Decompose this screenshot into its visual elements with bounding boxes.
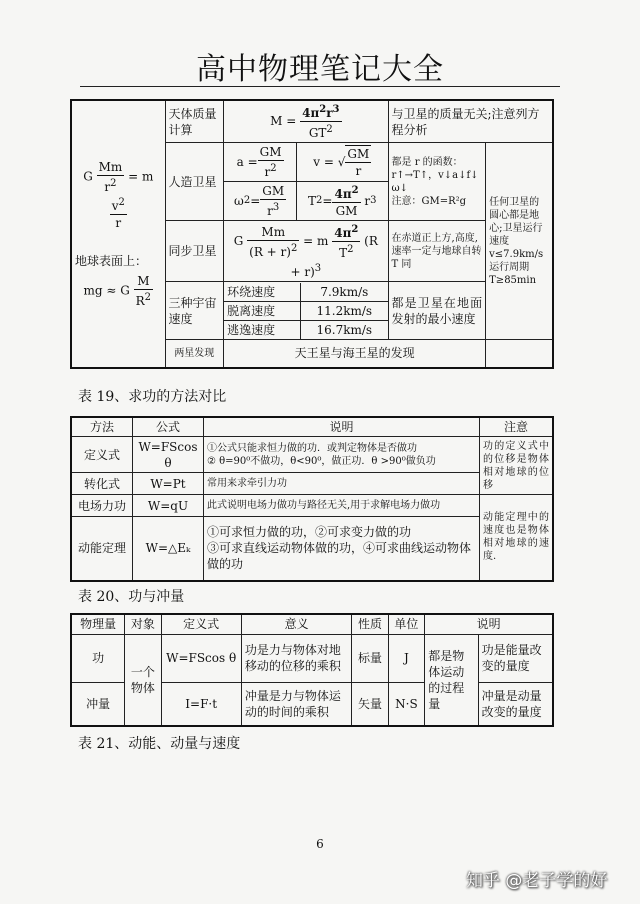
row-label-discovery: 两星发现 <box>165 340 224 368</box>
watermark: 知乎 @老子学的好 <box>466 871 608 891</box>
method-description: ①公式只能求恒力做的功．或判定物体是否做功 ② θ=90⁰不做功，θ<90⁰，做正功．θ >90⁰做负功 <box>204 437 480 473</box>
quantity-name: 冲量 <box>71 682 125 726</box>
speed-value: 16.7km/s <box>301 320 388 339</box>
speed-name: 脱离速度 <box>224 301 301 320</box>
method-formula: W=FScos θ <box>133 437 204 473</box>
header-explanation: 说明 <box>425 614 553 634</box>
nature-text: 标量 <box>352 634 388 682</box>
method-description: 此式说明电场力做功与路径无关,用于求解电场力做功 <box>204 495 480 517</box>
process-note: 都是物体运动的过程量 <box>425 634 478 726</box>
explanation-text: 功是能量改变的量度 <box>478 634 553 682</box>
geosync-formula: G $\frac{Mm}{(R + r)^2}$ = m $\frac{4\pi^2}{T^2}$ $(R + r)^3$ <box>224 221 388 282</box>
speed-value: 7.9km/s <box>301 283 388 302</box>
page-number: 6 <box>316 837 324 851</box>
header-note: 注意 <box>480 417 554 437</box>
method-name: 电场力功 <box>71 495 133 517</box>
definition-formula: I=F·t <box>161 682 241 726</box>
velocity-note: 动能定理中的速度也是物体相对地球的速度. <box>480 495 554 581</box>
unit-text: N·S <box>388 682 425 726</box>
gravitation-formula: G $\frac{Mm}{r^2}$ = m $\frac{v^2}{r}$ <box>83 159 154 230</box>
row-label-artificial-satellite: 人造卫星 <box>165 143 224 221</box>
quantity-name: 功 <box>71 634 125 682</box>
method-formula: W=Pt <box>133 473 204 495</box>
explanation-text: 冲量是动量改变的量度 <box>478 682 553 726</box>
method-formula: W=△Eₖ <box>133 517 204 581</box>
method-formula: W=qU <box>133 495 204 517</box>
header-meaning: 意义 <box>241 614 352 634</box>
surface-formula: mg ≈ G $\frac{M}{R^2}$ <box>83 273 152 308</box>
method-description: 常用来求牵引力功 <box>204 473 480 495</box>
method-name: 定义式 <box>71 437 133 473</box>
mass-formula: M = $\frac{4\pi^2r^3}{GT^2}$ <box>224 100 388 143</box>
method-name: 转化式 <box>71 473 133 495</box>
speed-name: 逃逸速度 <box>224 320 301 339</box>
discovery-text: 天王星与海王星的发现 <box>224 340 486 368</box>
speed-name: 环绕速度 <box>224 283 301 302</box>
nature-text: 矢量 <box>352 682 388 726</box>
caption-table-19: 表 19、求功的方法对比 <box>78 389 227 405</box>
gravitation-formula-cell <box>71 100 165 368</box>
object-cell: 一个物体 <box>125 634 161 726</box>
gravitation-table <box>70 99 554 369</box>
caption-table-21: 表 21、动能、动量与速度 <box>78 736 241 752</box>
header-formula: 公式 <box>133 417 204 437</box>
meaning-text: 冲量是力与物体运动的时间的乘积 <box>241 682 352 726</box>
method-name: 动能定理 <box>71 517 133 581</box>
header-unit: 单位 <box>388 614 425 634</box>
row-label-cosmic-speeds: 三种宇宙速度 <box>165 282 224 340</box>
speed-value: 11.2km/s <box>301 301 388 320</box>
header-definition: 定义式 <box>161 614 241 634</box>
displacement-note: 功的定义式中的位移是物体相对地球的位移 <box>480 437 554 495</box>
geosync-note: 在赤道正上方,高度,速率一定与地球自转 T 同 <box>388 221 486 282</box>
header-object: 对象 <box>125 614 161 634</box>
empty-cell <box>486 340 553 368</box>
work-methods-table <box>70 416 554 582</box>
cosmic-speeds-table <box>224 283 387 339</box>
header-method: 方法 <box>71 417 133 437</box>
header-quantity: 物理量 <box>71 614 125 634</box>
definition-formula: W=FScos θ <box>161 634 241 682</box>
surface-label: 地球表面上： <box>75 253 148 268</box>
header-nature: 性质 <box>352 614 388 634</box>
method-description: ①可求恒力做的功，②可求变力做的功 ③可求直线运动物体做的功，④可求曲线运动物体做的功 <box>204 517 480 581</box>
cosmic-speeds-note: 都是卫星在地面发射的最小速度 <box>388 282 486 340</box>
work-impulse-table <box>70 613 554 727</box>
unit-text: J <box>388 634 425 682</box>
page-title: 高中物理笔记大全 <box>196 52 444 87</box>
cosmic-speeds-cell <box>224 282 388 340</box>
title-rule <box>80 86 560 87</box>
satellite-formulas-left: a = $\frac{GM}{r^2}$ ω 2 = $\frac{GM}{r^3}$ <box>224 143 297 221</box>
row-label-mass: 天体质量计算 <box>165 100 224 143</box>
satellite-note: 都是 r 的函数： r↑→T↑，v↓a↓f↓ ω↓ 注意：GM=R²g <box>388 143 486 221</box>
header-description: 说明 <box>204 417 480 437</box>
caption-table-20: 表 20、功与冲量 <box>78 589 185 605</box>
satellite-formulas-right: v = √ $\frac{GM}{r}$ T 2 = $\frac{4\pi^2}{GM}$ r 3 <box>297 143 388 221</box>
meaning-text: 功是力与物体对地移动的位移的乘积 <box>241 634 352 682</box>
orbit-note: 任何卫星的圆心都是地心;卫星运行速度 v≤7.9km/s 运行周期 T≥85min <box>486 143 553 340</box>
row-label-geosync: 同步卫星 <box>165 221 224 282</box>
mass-note: 与卫星的质量无关;注意列方程分析 <box>388 100 553 143</box>
